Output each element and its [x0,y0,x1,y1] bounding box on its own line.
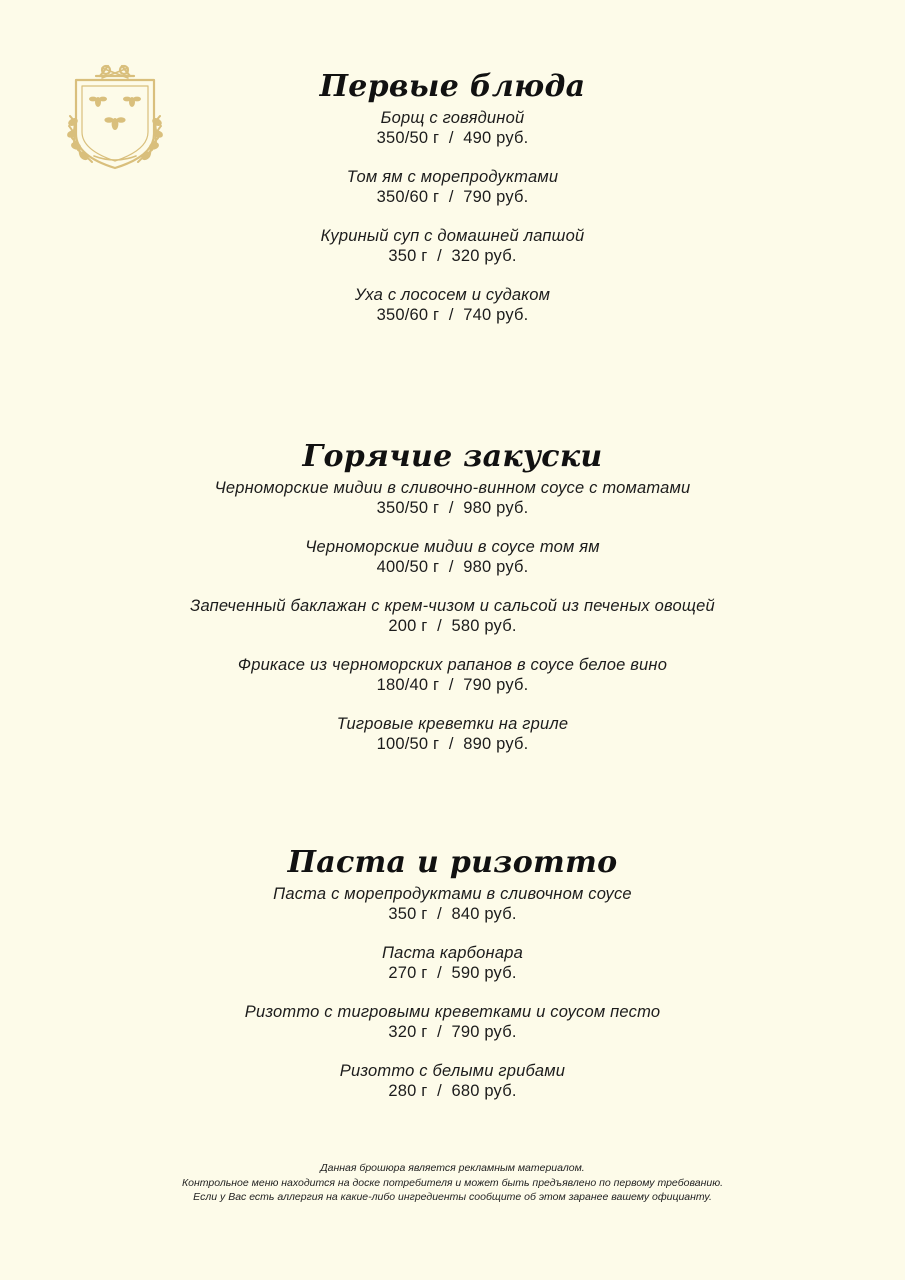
item-separator: / [437,246,442,265]
item-name: Ризотто с тигровыми креветками и соусом песто [244,1003,661,1021]
item-name: Черноморские мидии в соусе том ям [305,538,600,556]
item-meta [0,964,905,984]
item-meta [0,676,905,696]
item-name: Том ям с морепродуктами [346,168,559,186]
item-weight: 400/50 г [376,557,440,576]
item-price: 840 руб. [451,904,517,923]
item-weight: 200 г [388,616,428,635]
menu-item [0,597,905,636]
item-weight: 350/50 г [376,498,440,517]
item-weight: 180/40 г [376,675,440,694]
item-separator: / [437,1081,442,1100]
item-meta [0,558,905,578]
item-price: 790 руб. [451,1022,517,1041]
item-price: 490 руб. [463,128,529,147]
item-weight: 350 г [388,904,428,923]
item-price: 580 руб. [451,616,517,635]
menu-item [0,109,905,148]
item-meta [0,735,905,755]
item-separator: / [437,616,442,635]
menu-item [0,1003,905,1042]
item-meta [0,1082,905,1102]
item-price: 790 руб. [463,675,529,694]
menu-item [0,479,905,518]
footer-line: Данная брошюра является рекламным материалом. [320,1162,585,1174]
item-price: 680 руб. [451,1081,517,1100]
item-weight: 100/50 г [376,734,440,753]
menu-item [0,1062,905,1101]
item-name: Черноморские мидии в сливочно-винном соусе с томатами [214,479,691,497]
item-separator: / [448,187,454,206]
item-separator: / [448,734,454,753]
menu-item [0,944,905,983]
item-separator: / [448,557,454,576]
item-weight: 350 г [388,246,428,265]
footer-line: Контрольное меню находится на доске потребителя и может быть предъявлено по первому требованию. [181,1176,724,1189]
section-hot-appetizers [0,439,905,774]
menu-item [0,656,905,695]
section-pasta-risotto [0,845,905,1121]
item-name: Уха с лососем и судаком [354,286,551,304]
item-meta [0,617,905,637]
item-name: Паста карбонара [382,944,523,962]
item-separator: / [437,1022,442,1041]
item-meta [0,1023,905,1043]
item-meta [0,306,905,326]
item-separator: / [448,675,454,694]
section-title: Горячие закуски [302,439,603,474]
item-separator: / [437,904,442,923]
section-title: Первые блюда [319,69,586,104]
menu-item [0,538,905,577]
section-first-courses [0,69,905,345]
item-name: Тигровые креветки на гриле [336,715,569,733]
item-weight: 350/60 г [376,187,440,206]
item-price: 790 руб. [463,187,529,206]
item-name: Фрикасе из черноморских рапанов в соусе белое вино [237,656,668,674]
item-separator: / [448,305,454,324]
item-separator: / [437,963,442,982]
item-meta [0,188,905,208]
item-meta [0,499,905,519]
item-price: 890 руб. [463,734,529,753]
menu-item [0,227,905,266]
menu-item [0,286,905,325]
item-price: 980 руб. [463,498,529,517]
item-weight: 270 г [388,963,428,982]
item-separator: / [448,128,454,147]
footer-line: Если у Вас есть аллергия на какие-либо ингредиенты сообщите об этом заранее вашему официанту. [193,1191,712,1203]
item-name: Запеченный баклажан с крем-чизом и сальсой из печеных овощей [190,597,715,615]
item-separator: / [448,498,454,517]
item-weight: 350/60 г [376,305,440,324]
item-name: Борщ с говядиной [380,109,525,127]
item-meta [0,905,905,925]
item-price: 740 руб. [463,305,529,324]
item-meta [0,129,905,149]
item-price: 590 руб. [451,963,517,982]
section-title: Паста и ризотто [287,845,618,880]
item-weight: 350/50 г [376,128,440,147]
menu-item [0,168,905,207]
item-name: Паста с морепродуктами в сливочном соусе [273,885,632,903]
menu-item [0,715,905,754]
footer-disclaimer [0,1161,905,1205]
item-price: 320 руб. [451,246,517,265]
item-name: Куриный суп с домашней лапшой [320,227,585,245]
item-weight: 280 г [388,1081,428,1100]
item-price: 980 руб. [463,557,529,576]
item-name: Ризотто с белыми грибами [339,1062,566,1080]
menu-item [0,885,905,924]
item-weight: 320 г [388,1022,428,1041]
item-meta [0,247,905,267]
